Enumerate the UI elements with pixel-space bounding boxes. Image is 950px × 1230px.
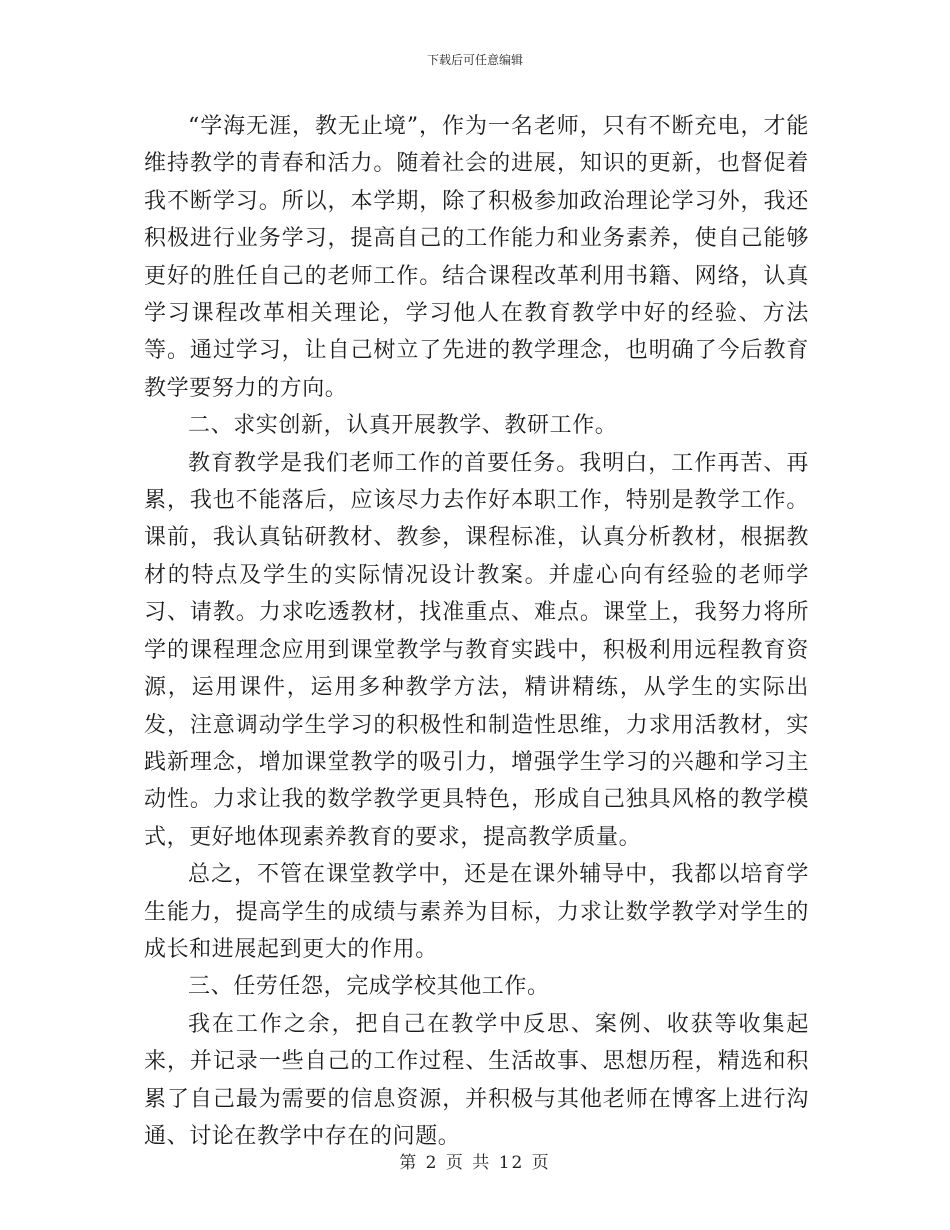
page-number-footer: 第 2 页 共 12 页	[399, 1153, 551, 1173]
document-body	[144, 108, 809, 1155]
paragraph-3: 总之，不管在课堂教学中，还是在课外辅导中，我都以培育学生能力，提高学生的成绩与素养为目标，力求让数学教学对学生的成长和进展起到更大的作用。	[144, 862, 809, 962]
paragraph-4: 我在工作之余，把自己在教学中反思、案例、收获等收集起来，并记录一些自己的工作过程、生活故事、思想历程，精选和积累了自己最为需要的信息资源，并积极与其他老师在博客上进行沟通、讨论在教学中存在的问题。	[144, 1011, 809, 1149]
section-heading-3: 三、任劳任怨，完成学校其他工作。	[188, 974, 550, 1000]
page-header-note: 下载后可任意编辑	[426, 53, 523, 67]
section-heading-2: 二、求实创新，认真开展教学、教研工作。	[188, 413, 618, 439]
paragraph-2: 教育教学是我们老师工作的首要任务。我明白，工作再苦、再累，我也不能落后，应该尽力去作好本职工作，特别是教学工作。课前，我认真钻研教材、教参，课程标准，认真分析教材，根据教材的特点及学生的实际情况设计教案。并虚心向有经验的老师学习、请教。力求吃透教材，找准重点、难点。课堂上，我努力将所学的课程理念应用到课堂教学与教育实践中，积极利用远程教育资 源，运用课件，运用多种教学方法，精讲精练，从学生的实际出发，注意调动学生学习的积极性和制造性思维，力求用活教材，实践新理念，增加课堂教学的吸引力，增强学生学习的兴趣和学习主动性。力求让我的数学教学更具特色，形成自己独具风格的教学模式，更好地体现素养教育的要求，提高教学质量。	[144, 450, 809, 850]
paragraph-1: “学海无涯，教无止境”，作为一名老师，只有不断充电，才能维持教学的青春和活力。随着社会的进展，知识的更新，也督促着我不断学习。所以，本学期，除了积极参加政治理论学习外，我还积极进行业务学习，提高自己的工作能力和业务素养，使自己能够更好的胜任自己的老师工作。结合课程改革利用书籍、网络，认真学习课程改革相关理论，学习他人在教育教学中好的经验、方法等。通过学习，让自己树立了先进的教学理念，也明确了今后教育教学要努力的方向。	[144, 114, 809, 401]
